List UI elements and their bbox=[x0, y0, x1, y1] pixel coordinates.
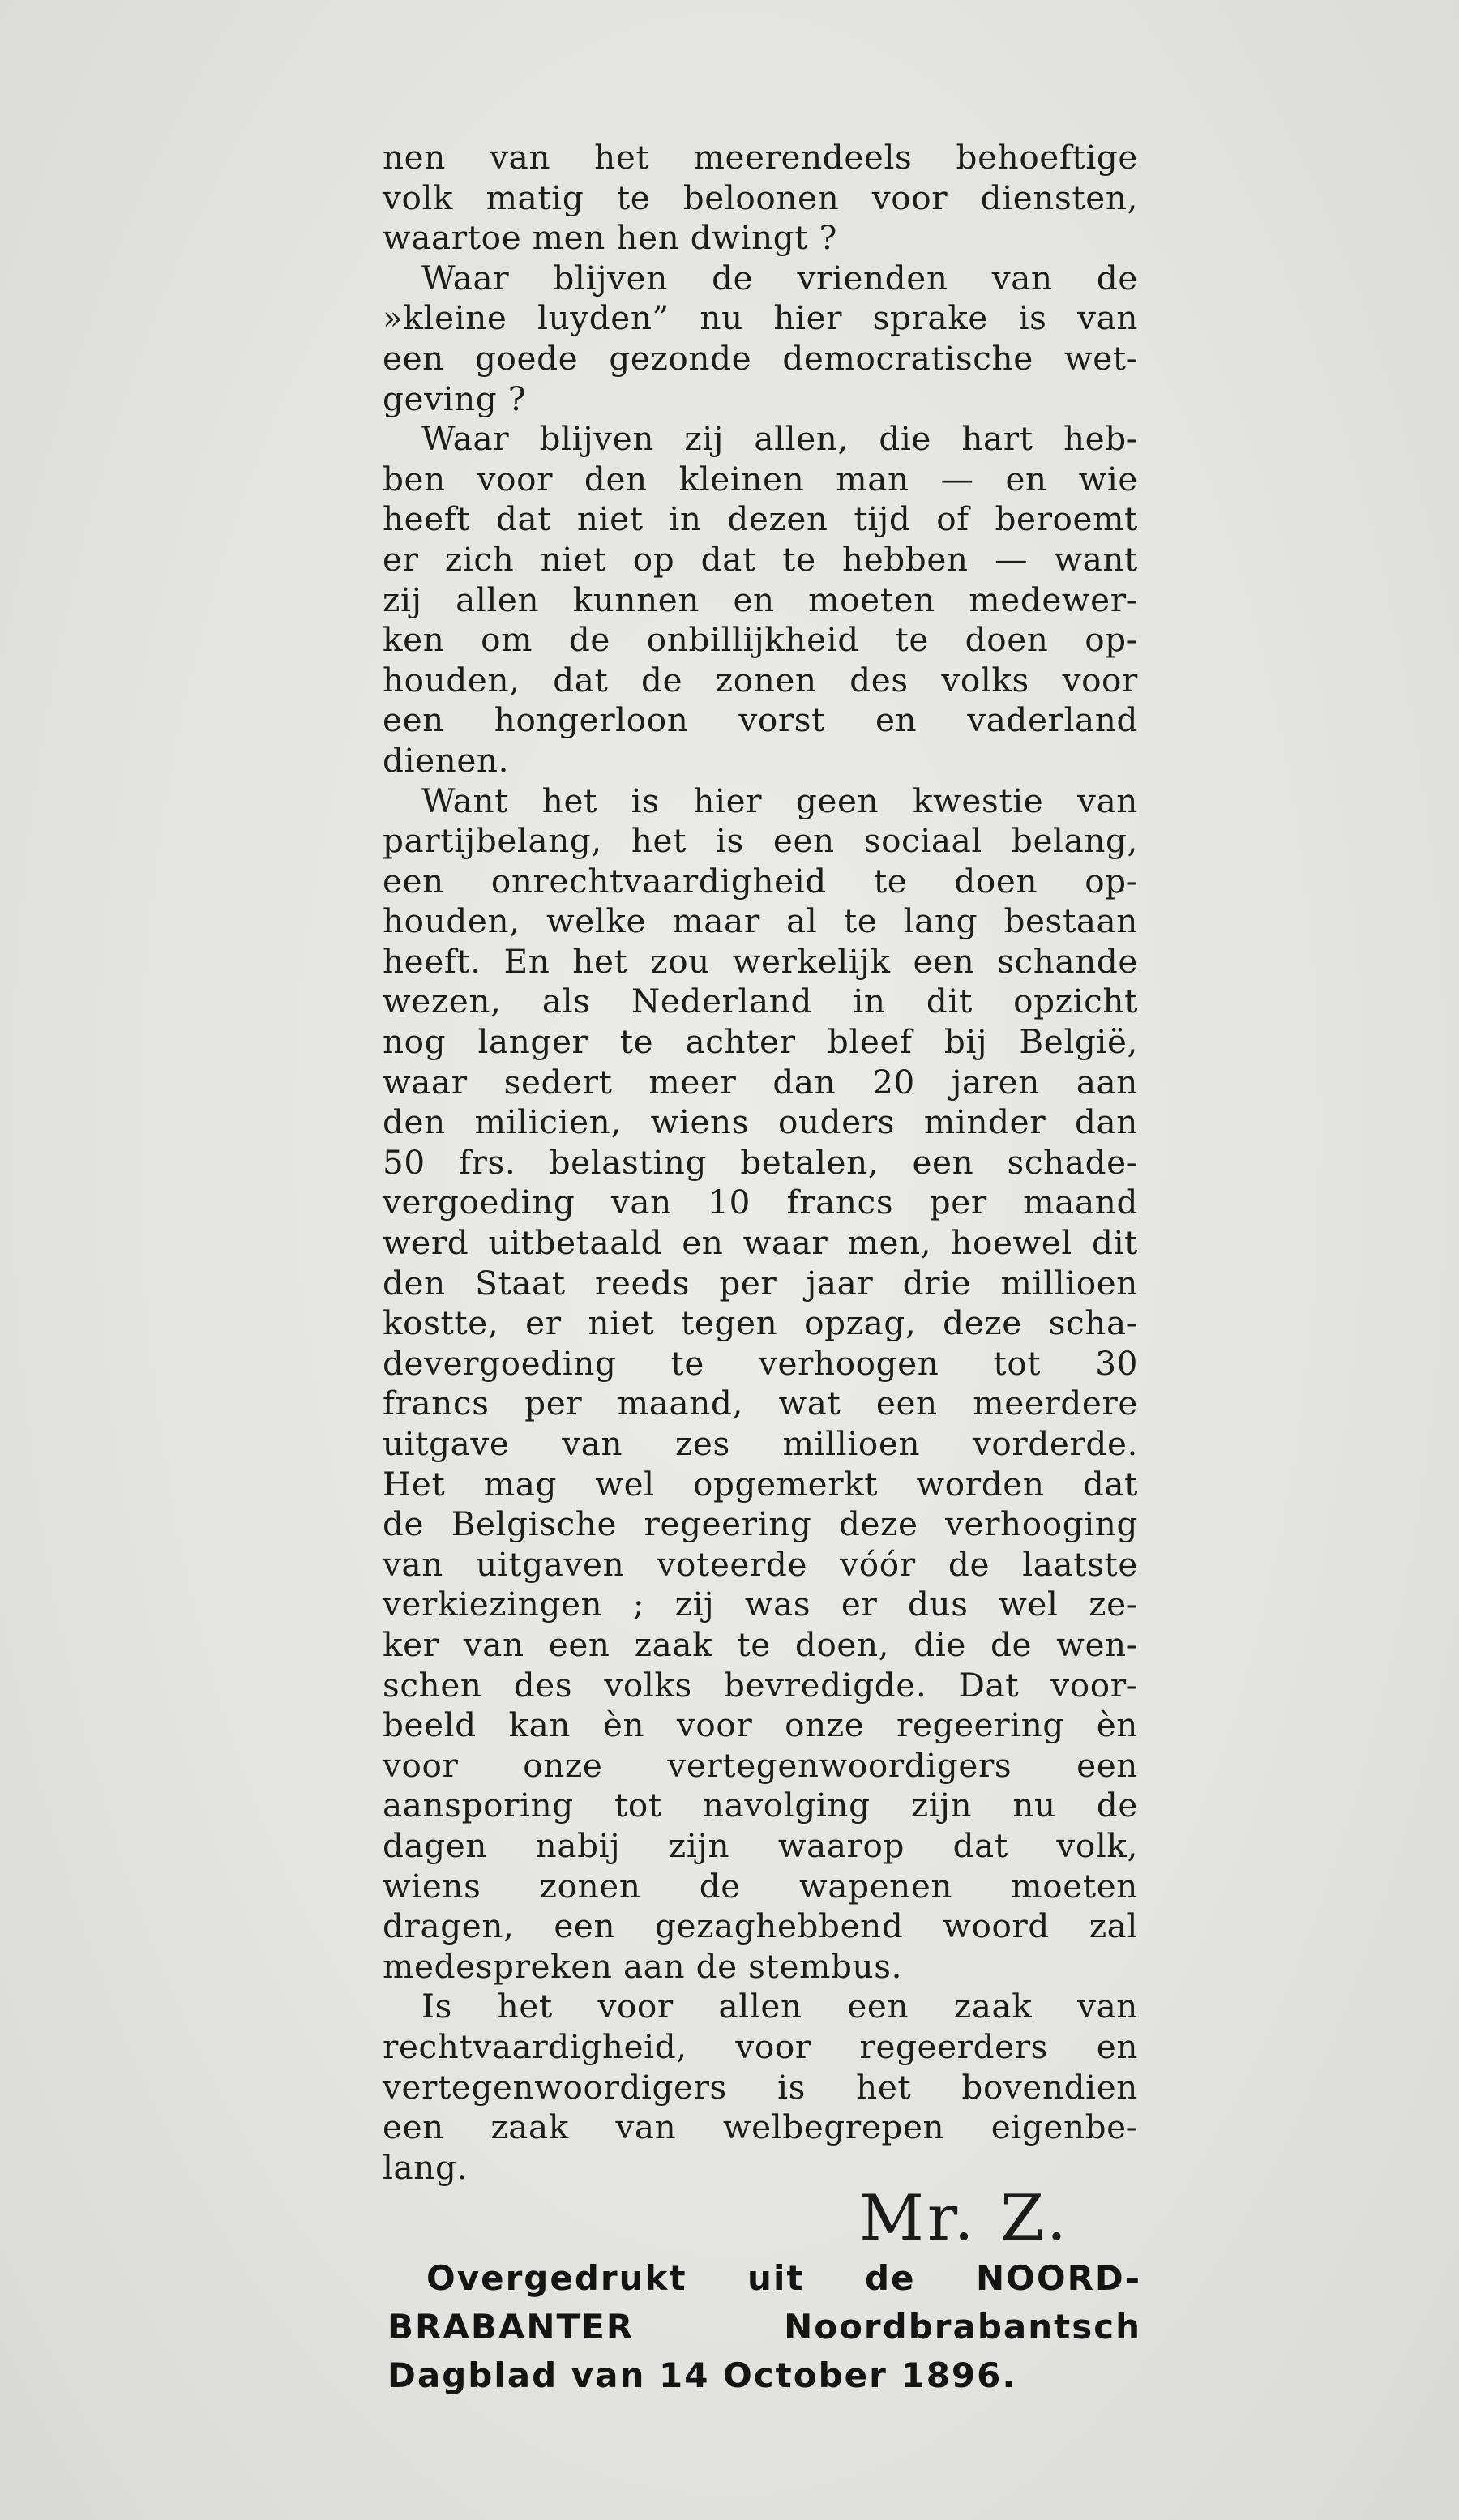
article-paragraph bbox=[383, 781, 1138, 1987]
article-line: een goede gezonde democratische wet- bbox=[383, 338, 1138, 378]
article-line: kostte, er niet tegen opzag, deze scha- bbox=[383, 1303, 1138, 1343]
reprint-line: Dagblad van 14 October 1896. bbox=[387, 2355, 1017, 2395]
article-line: Want het is hier geen kwestie van bbox=[421, 781, 1138, 820]
article-line: een zaak van welbegrepen eigenbe- bbox=[383, 2107, 1138, 2147]
article-line: Waar blijven zij allen, die hart heb- bbox=[421, 419, 1138, 459]
article-line: volk matig te beloonen voor diensten, bbox=[383, 178, 1138, 217]
article-line: den Staat reeds per jaar drie millioen bbox=[383, 1263, 1138, 1303]
article-line: ker van een zaak te doen, die de wen- bbox=[383, 1624, 1138, 1664]
article-line: vertegenwoordigers is het bovendien bbox=[383, 2067, 1138, 2107]
article-line: beeld kan èn voor onze regeering èn bbox=[383, 1705, 1138, 1745]
article-line: de Belgische regeering deze verhooging bbox=[383, 1504, 1138, 1544]
article-line: devergoeding te verhoogen tot 30 bbox=[383, 1343, 1138, 1383]
article-line: wezen, als Nederland in dit opzicht bbox=[383, 982, 1138, 1021]
author-signature: Mr. Z. bbox=[859, 2182, 1070, 2255]
article-line: heeft. En het zou werkelijk een schande bbox=[383, 941, 1138, 981]
reprint-line: Overgedrukt uit de NOORD- bbox=[426, 2258, 1141, 2298]
article-line: uitgave van zes millioen vorderde. bbox=[383, 1424, 1138, 1463]
article-line: dagen nabij zijn waarop dat volk, bbox=[383, 1825, 1138, 1865]
article-line: Het mag wel opgemerkt worden dat bbox=[383, 1464, 1138, 1504]
article-line: er zich niet op dat te hebben — want bbox=[383, 539, 1138, 579]
article-line: Is het voor allen een zaak van bbox=[421, 1987, 1138, 2026]
article-line: waartoe men hen dwingt ? bbox=[383, 218, 837, 258]
article-line: schen des volks bevredigde. Dat voor- bbox=[383, 1665, 1138, 1705]
article-line: vergoeding van 10 francs per maand bbox=[383, 1183, 1138, 1222]
article-line: wiens zonen de wapenen moeten bbox=[383, 1866, 1138, 1906]
article-line: aansporing tot navolging zijn nu de bbox=[383, 1786, 1138, 1825]
article-line: van uitgaven voteerde vóór de laatste bbox=[383, 1544, 1138, 1584]
article-line: verkiezingen ; zij was er dus wel ze- bbox=[383, 1585, 1138, 1624]
article-paragraph bbox=[383, 1987, 1138, 2188]
reprint-notice bbox=[387, 2254, 1141, 2400]
article-line: dragen, een gezaghebbend woord zal bbox=[383, 1906, 1138, 1946]
reprint-line: BRABANTER Noordbrabantsch bbox=[387, 2307, 1141, 2347]
article-paragraph bbox=[383, 138, 1138, 259]
article-line: heeft dat niet in dezen tijd of beroemt bbox=[383, 499, 1138, 539]
article-line: Waar blijven de vrienden van de bbox=[421, 258, 1138, 297]
article-line: een hongerloon vorst en vaderland bbox=[383, 700, 1138, 740]
article-line: een onrechtvaardigheid te doen op- bbox=[383, 861, 1138, 901]
article-paragraph bbox=[383, 259, 1138, 419]
article-line: nen van het meerendeels behoeftige bbox=[383, 138, 1138, 177]
article-line: rechtvaardigheid, voor regeerders en bbox=[383, 2026, 1138, 2066]
article-line: werd uitbetaald en waar men, hoewel dit bbox=[383, 1223, 1138, 1263]
article-line: ken om de onbillijkheid te doen op- bbox=[383, 620, 1138, 660]
article-line: medespreken aan de stembus. bbox=[383, 1946, 903, 1986]
article-line: francs per maand, wat een meerdere bbox=[383, 1384, 1138, 1423]
article-line: den milicien, wiens ouders minder dan bbox=[383, 1102, 1138, 1142]
article-line: houden, dat de zonen des volks voor bbox=[383, 660, 1138, 700]
article-line: nog langer te achter bleef bij België, bbox=[383, 1022, 1138, 1062]
article-paragraph bbox=[383, 419, 1138, 781]
article-line: ben voor den kleinen man — en wie bbox=[383, 459, 1138, 498]
article-line: voor onze vertegenwoordigers een bbox=[383, 1745, 1138, 1785]
article-line: partijbelang, het is een sociaal belang, bbox=[383, 821, 1138, 861]
article-column bbox=[383, 138, 1138, 2188]
article-line: »kleine luyden” nu hier sprake is van bbox=[383, 298, 1138, 338]
article-line: zij allen kunnen en moeten medewer- bbox=[383, 580, 1138, 619]
article-line: geving ? bbox=[383, 379, 527, 418]
article-line: dienen. bbox=[383, 740, 510, 780]
article-line: 50 frs. belasting betalen, een schade- bbox=[383, 1142, 1138, 1182]
article-line: houden, welke maar al te lang bestaan bbox=[383, 901, 1138, 941]
article-line: lang. bbox=[383, 2147, 468, 2187]
article-line: waar sedert meer dan 20 jaren aan bbox=[383, 1062, 1138, 1102]
